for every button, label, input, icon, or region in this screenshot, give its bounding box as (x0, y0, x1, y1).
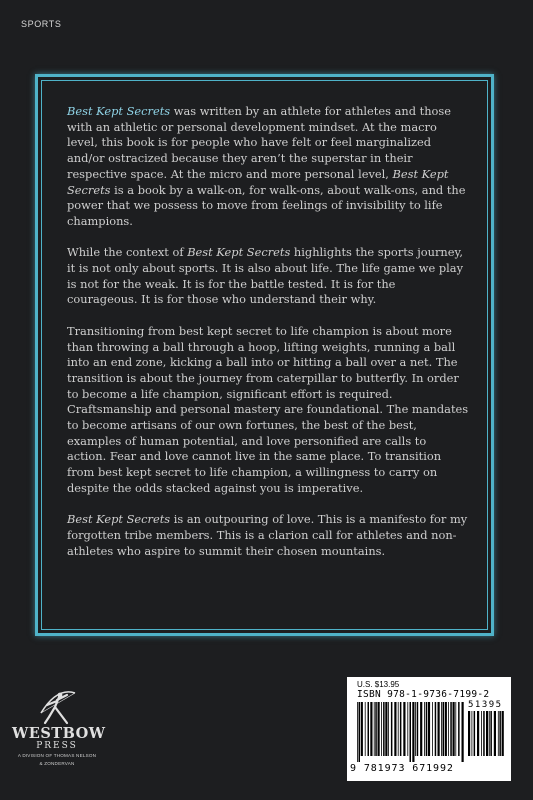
barcode-bar (391, 702, 393, 756)
barcode-bar (441, 702, 442, 756)
publisher-subline-2: & ZONDERVAN (39, 761, 75, 766)
barcode-bar (438, 702, 440, 756)
barcode-bar (458, 702, 460, 756)
barcode-bar (502, 711, 504, 756)
publisher-subline-1: A DIVISION OF THOMAS NELSON (17, 753, 97, 758)
barcode-bar (499, 711, 501, 756)
barcode-bar (424, 702, 425, 756)
barcode-bar (498, 711, 499, 756)
barcode-bar (398, 702, 399, 756)
barcode-bar (410, 702, 412, 762)
barcode-bar (383, 702, 385, 756)
barcode-bar (374, 702, 375, 756)
publisher-press: PRESS (36, 741, 78, 751)
barcode-bar (403, 702, 405, 756)
barcode-bar (432, 702, 433, 756)
publisher-logo (12, 683, 106, 783)
book-title: Best Kept Secrets (67, 166, 449, 197)
barcode-bar (428, 702, 430, 756)
book-title: Best Kept Secrets (187, 245, 291, 260)
barcode-bar (388, 702, 389, 756)
barcode-bar (359, 702, 361, 762)
barcode-bar (400, 702, 402, 756)
barcode-bar (448, 702, 449, 756)
archer-icon (33, 683, 81, 727)
barcode-bar (370, 702, 372, 756)
barcode-bar (453, 702, 455, 756)
barcode-bar (474, 711, 476, 756)
blurb-text: is a book by a walk-on, for walk-ons, about walk-ons, and the power that we possess to move from feelings of invisibility to life champions. (67, 182, 466, 228)
barcode-bar (483, 711, 485, 756)
barcode-bar (375, 702, 377, 756)
barcode-bar (468, 711, 470, 756)
book-title: Best Kept Secrets (67, 512, 171, 527)
barcode-bar (486, 711, 488, 756)
category-label: SPORTS (21, 19, 62, 29)
blurb-paragraph-3: Transitioning from best kept secret to life champion is about more than throwing a ball through a hoop, lifting weights, running a ball into an end zone, kicking a ball into or hitting a ball over a net. The transition is about the journey from caterpillar to butterfly. In order to become a life champion, significant effort is required. Craftsmanship and personal mastery are foundational. The mandates to become artisans of our own fortunes, the best of the best, examples of human potential, and love personified are calls to action. Fear and love cannot live in the same place. To transition from best kept secret to life champion, a willingness to carry on despite the odds stacked against you is imperative. (67, 323, 469, 495)
ean-number: 9 781973 671992 (350, 763, 454, 774)
barcode-bar (407, 702, 408, 756)
barcode-bar (426, 702, 428, 756)
barcode-area (347, 677, 511, 781)
barcode-bar (361, 702, 363, 756)
price-addon-number: 51395 (468, 700, 503, 710)
blurb-paragraph-2 (67, 245, 469, 308)
back-cover-blurb (67, 104, 469, 575)
blurb-text: was written by an athlete for athletes and those with an athletic or personal development mindset. At the macro level, this book is for people who have felt or feel marginalized and/or ostracized because they aren’t the superstar in their respective space. At the micro and more personal level, (67, 104, 451, 181)
book-title-highlight: Best Kept Secrets (67, 104, 171, 118)
barcode-bar (490, 711, 492, 756)
barcode-bar (477, 711, 479, 756)
price-label: U.S. $13.95 (357, 680, 400, 689)
publisher-name: WESTBOW (12, 725, 106, 742)
barcode-bar (481, 711, 482, 756)
barcode-bar (450, 702, 452, 756)
ean-barcode (357, 702, 464, 762)
barcode-bar (365, 702, 366, 756)
blurb-paragraph-4 (67, 512, 469, 559)
barcode-bar (357, 702, 358, 762)
barcode-bar (415, 702, 416, 756)
barcode-bar (378, 702, 380, 756)
blurb-text: is an outpouring of love. This is a manifesto for my forgotten tribe members. This is a clarion call for athletes and non-athletes who aspire to summit their chosen mountains. (67, 512, 468, 558)
barcode-bar (394, 702, 396, 756)
barcode-bar (445, 702, 447, 756)
isbn-label: ISBN 978-1-9736-7199-2 (357, 689, 490, 700)
barcode-bar (368, 702, 370, 756)
barcode-bar (455, 702, 456, 756)
barcode-bar (489, 711, 490, 756)
blurb-paragraph-1 (67, 104, 469, 230)
barcode-bar (462, 702, 464, 762)
addon-barcode (468, 711, 506, 762)
barcode-bar (381, 702, 382, 756)
barcode-bar (435, 702, 437, 756)
barcode-bar (417, 702, 419, 756)
barcode-bar (420, 702, 422, 756)
barcode-bar (412, 702, 414, 762)
blurb-text: While the context of (67, 245, 188, 260)
barcode-bar (472, 711, 473, 756)
barcode-bar (494, 711, 496, 756)
blurb-text: highlights the sports journey, it is not only about sports. It is also about life. The life game we play is not for the weak. It is for the battle tested. It is for the courageous. It is for those who understand their why. (67, 245, 464, 307)
barcode-bar (443, 702, 445, 756)
barcode-bar (385, 702, 387, 756)
